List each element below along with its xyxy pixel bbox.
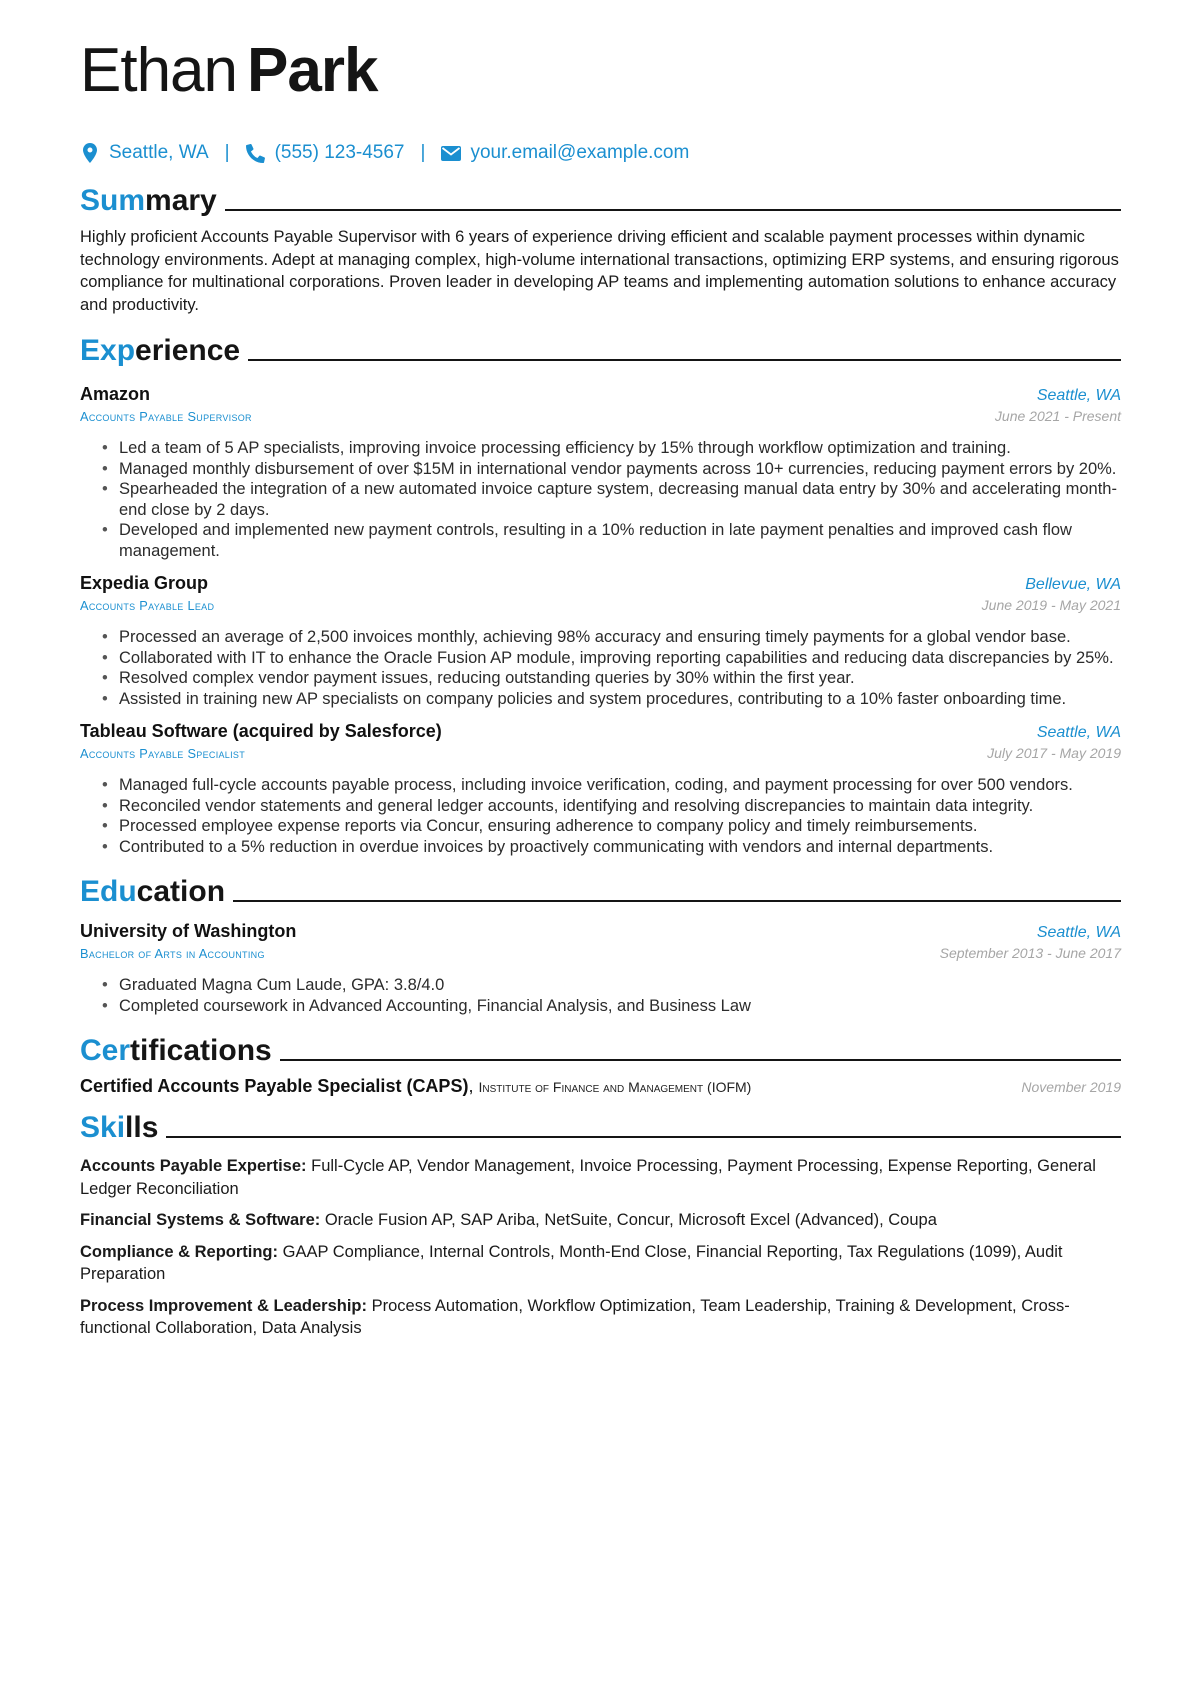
summary-text: Highly proficient Accounts Payable Supervisor with 6 years of experience driving efficient and scalable payment processes within dynamic technology environments. Adept at managing complex, high-volume international transactions, optimizing ERP systems, and ensuring rigorous compliance for multinational corporations. Proven leader in developing AP teams and implementing automation solutions to enhance accuracy and productivity.: [80, 228, 1119, 314]
section-title-experience: [80, 330, 1121, 366]
section-title-summary: [80, 180, 1121, 216]
job-dates: July 2017 - May 2019: [987, 745, 1121, 761]
section-rule: [233, 900, 1121, 902]
job-title: Accounts Payable Supervisor: [80, 409, 252, 424]
skill-row: [80, 1295, 1121, 1340]
school-location: Seattle, WA: [1036, 924, 1121, 941]
list-item: • Collaborated with IT to enhance the Oracle Fusion AP module, improving reporting capabilities and reducing data discrepancies by 25%.: [102, 648, 1121, 669]
skill-row: [80, 1209, 1121, 1232]
skill-row: [80, 1241, 1121, 1286]
job-entry: [80, 721, 1121, 857]
job-dates: June 2021 - Present: [994, 408, 1121, 424]
job-bullets: [102, 775, 1121, 857]
list-item: • Developed and implemented new payment controls, resulting in a 10% reduction in late payment penalties and improved cash flow management.: [102, 520, 1121, 561]
section-title-accent: Cer: [80, 1034, 131, 1067]
job-entry: [80, 384, 1121, 561]
section-title-accent: Ski: [80, 1111, 126, 1144]
skill-label: Financial Systems & Software:: [80, 1211, 321, 1229]
skill-text: GAAP Compliance, Internal Controls, Month-End Close, Financial Reporting, Tax Regulations (1099), Audit Preparation: [80, 1242, 1063, 1283]
contact-separator: |: [224, 142, 230, 163]
job-bullets: [102, 627, 1121, 709]
section-title-rest: tifications: [130, 1034, 272, 1067]
phone-icon: [246, 143, 266, 163]
list-item: • Reconciled vendor statements and general ledger accounts, identifying and resolving discrepancies to maintain data integrity.: [102, 796, 1121, 817]
skill-text: Oracle Fusion AP, SAP Ariba, NetSuite, Concur, Microsoft Excel (Advanced), Coupa: [324, 1211, 937, 1229]
phone-text: (555) 123-4567: [274, 142, 405, 163]
job-title: Accounts Payable Specialist: [80, 746, 246, 761]
job-location: Seattle, WA: [1036, 724, 1121, 741]
list-item: • Processed employee expense reports via Concur, ensuring adherence to company policy and timely reimbursements.: [102, 816, 1121, 837]
candidate-name: [80, 36, 1121, 118]
section-title-rest: erience: [135, 334, 241, 367]
section-title-certifications: [80, 1030, 1121, 1066]
company-name: Tableau Software (acquired by Salesforce): [80, 721, 442, 741]
certification-comma: ,: [468, 1076, 479, 1096]
certification-name: Certified Accounts Payable Specialist (CAPS): [80, 1076, 469, 1096]
section-title-accent: Sum: [80, 184, 146, 217]
education-bullets: [102, 975, 1121, 1016]
section-title-skills: [80, 1107, 1121, 1143]
section-rule: [166, 1136, 1121, 1138]
resume-page: [80, 36, 1121, 1340]
degree-name: Bachelor of Arts in Accounting: [80, 946, 265, 961]
job-title: Accounts Payable Lead: [80, 598, 215, 613]
company-name: Expedia Group: [80, 573, 209, 593]
contact-phone[interactable]: [246, 142, 405, 164]
job-location: Seattle, WA: [1036, 387, 1121, 404]
section-title-rest: mary: [145, 184, 217, 217]
certification-info: [80, 1076, 751, 1097]
section-title-accent: Exp: [80, 334, 136, 367]
skill-label: Compliance & Reporting:: [80, 1242, 279, 1261]
section-rule: [225, 209, 1121, 211]
section-rule: [248, 359, 1121, 361]
section-rule: [280, 1059, 1121, 1061]
skill-label: Process Improvement & Leadership:: [80, 1296, 368, 1315]
list-item: • Managed full-cycle accounts payable process, including invoice verification, coding, and payment processing for over 500 vendors.: [102, 775, 1121, 796]
school-name: University of Washington: [80, 921, 297, 941]
contact-bar: [80, 140, 1121, 166]
list-item: • Processed an average of 2,500 invoices monthly, achieving 98% accuracy and ensuring timely payments for a global vendor base.: [102, 627, 1121, 648]
job-location: Bellevue, WA: [1025, 576, 1121, 593]
job-entry: [80, 573, 1121, 709]
contact-email[interactable]: [441, 142, 689, 164]
list-item: • Graduated Magna Cum Laude, GPA: 3.8/4.0: [102, 975, 1121, 996]
job-dates: June 2019 - May 2021: [981, 597, 1121, 613]
map-pin-icon: [80, 143, 100, 163]
envelope-icon: [441, 143, 461, 163]
section-title-accent: Edu: [80, 875, 137, 908]
skill-text: Full-Cycle AP, Vendor Management, Invoice Processing, Payment Processing, Expense Reporting, General Ledger Reconciliation: [80, 1157, 1096, 1198]
list-item: • Resolved complex vendor payment issues, reducing outstanding queries by 30% within the first year.: [102, 668, 1121, 689]
skill-text: Process Automation, Workflow Optimization, Team Leadership, Training & Development, Cross-functional Collaboration, Data Analysis: [80, 1296, 1070, 1337]
location-text: Seattle, WA: [109, 142, 209, 163]
certification-date: November 2019: [1021, 1079, 1121, 1095]
section-title-education: [80, 871, 1121, 907]
education-dates: September 2013 - June 2017: [939, 945, 1121, 961]
email-link[interactable]: your.email@example.com: [470, 142, 690, 163]
certification-institution: Institute of Finance and Management (IOFM): [478, 1079, 752, 1095]
company-name: Amazon: [80, 384, 151, 404]
list-item: • Completed coursework in Advanced Accounting, Financial Analysis, and Business Law: [102, 996, 1121, 1017]
section-title-rest: lls: [125, 1111, 159, 1144]
contact-location: [80, 142, 209, 164]
first-name: Ethan: [80, 36, 238, 105]
education-entry: [80, 921, 1121, 1016]
list-item: • Led a team of 5 AP specialists, improving invoice processing efficiency by 15% through workflow optimization and training.: [102, 438, 1121, 459]
last-name: Park: [247, 36, 378, 105]
list-item: • Contributed to a 5% reduction in overdue invoices by proactively communicating with vendors and internal departments.: [102, 837, 1121, 858]
job-bullets: [102, 438, 1121, 561]
skill-row: [80, 1155, 1121, 1200]
list-item: • Managed monthly disbursement of over $15M in international vendor payments across 10+ currencies, reducing payment errors by 20%.: [102, 459, 1121, 480]
list-item: • Assisted in training new AP specialists on company policies and system procedures, contributing to a 10% faster onboarding time.: [102, 689, 1121, 710]
section-title-rest: cation: [136, 875, 226, 908]
certification-entry: [80, 1076, 1121, 1097]
contact-separator: |: [420, 142, 426, 163]
skill-label: Accounts Payable Expertise:: [80, 1157, 307, 1175]
list-item: • Spearheaded the integration of a new automated invoice capture system, decreasing manual data entry by 30% and accelerating month-end close by 2 days.: [102, 479, 1121, 520]
